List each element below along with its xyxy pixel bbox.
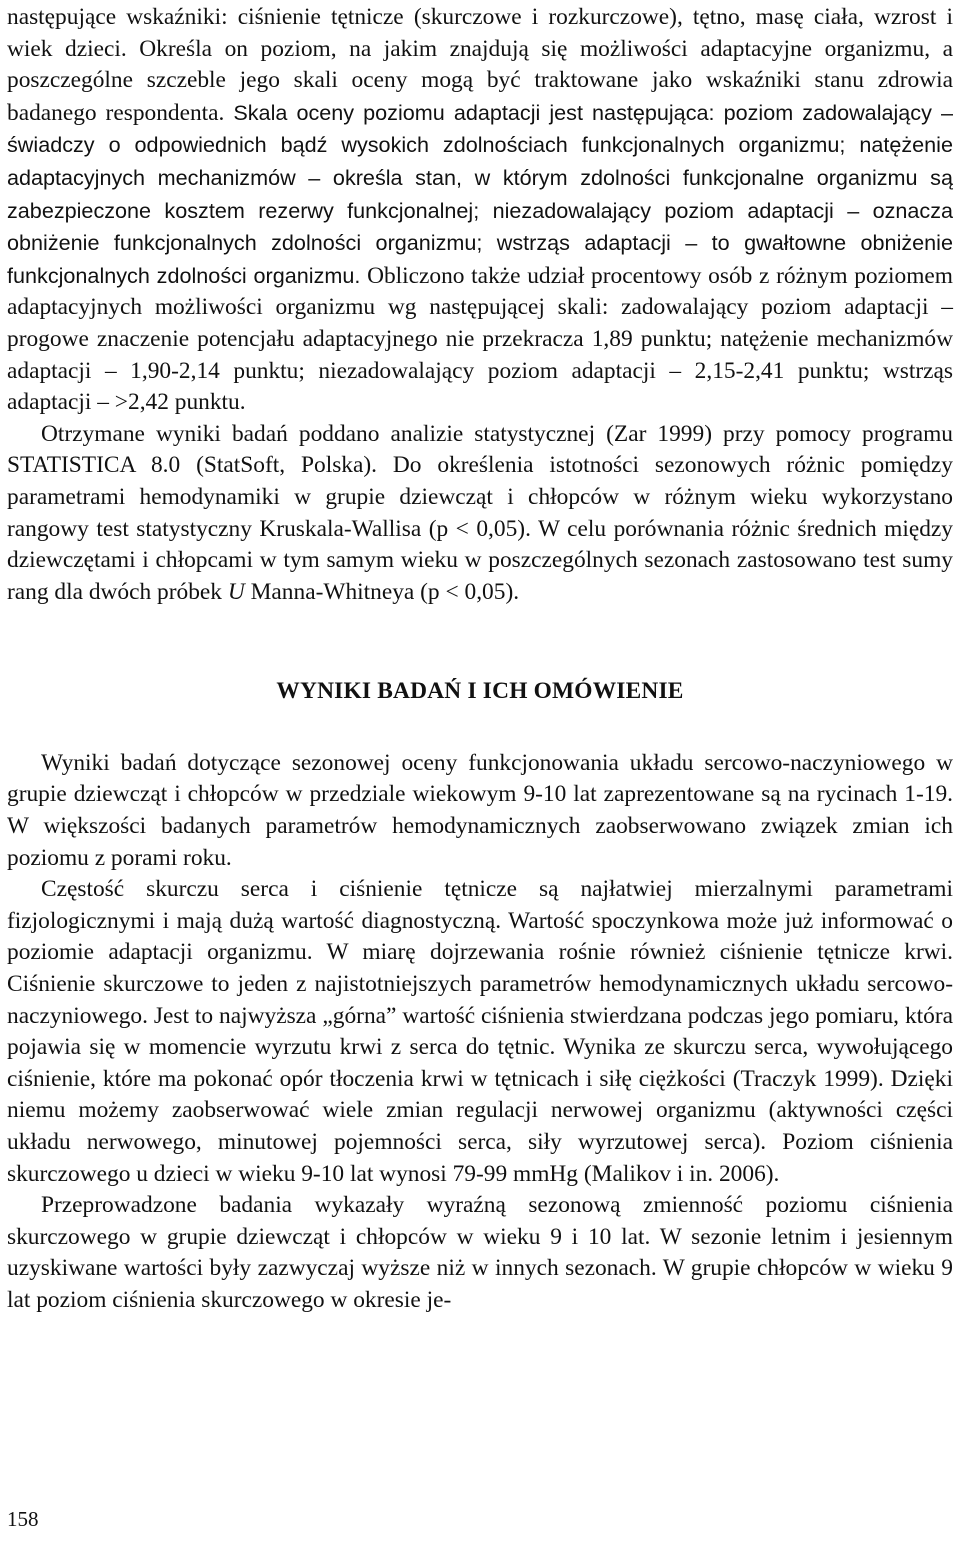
paragraph-statistics	[7, 419, 953, 609]
paragraph-2-part-a: Otrzymane wyniki badań poddano analizie statystycznej (Zar 1999) przy pomocy programu STATISTICA 8.0 (StatSoft, Polska). Do określenia istotności sezonowych różnic pomiędzy parametrami hemodynamiki w grupie dziewcząt i chłopców w różnym wieku wykorzystano rangowy test statystyczny Kruskala-Wallisa (p < 0,05). W celu porównania różnic średnich między dziewczętami i chłopcami w tym samym wieku w poszczególnych sezonach zastosowano test sumy rang dla dwóch próbek	[7, 420, 953, 605]
paragraph-1-part-c: Obliczono także udział procentowy osób z różnym poziomem adaptacyjnych możliwości organizmu wg następującej skali: zadowalający poziom adaptacji – progowe znaczenie potencjału adaptacyjnego nie przekracza 1,89 punktu; natężenie mechanizmów adaptacji – 1,90-2,14 punktu; niezadowalający poziom adaptacji – 2,15-2,41 punktu; wstrząs adaptacji – >2,42 punktu.	[7, 262, 953, 416]
page-number: 158	[7, 1507, 39, 1531]
paragraph-1-part-b: Skala oceny poziomu adaptacji jest następująca: poziom zadowalający – świadczy o odpowiednich bądź wysokich zdolnościach funkcjonalnych organizmu; natężenie adaptacyjnych mechanizmów – określa stan, w którym zdolności funkcjonalne organizmu są zabezpieczone kosztem rezerwy funkcjonalnej; niezadowalający poziom adaptacji – oznacza obniżenie funkcjonalnych zdolności organizmu; wstrząs adaptacji – to gwałtowne obniżenie funkcjonalnych zdolności organizmu.	[7, 99, 953, 288]
paragraph-seasonal-variation: Przeprowadzone badania wykazały wyraźną sezonową zmienność poziomu ciśnienia skurczowego w grupie dziewcząt i chłopców w wieku 9 i 10 lat. W sezonie letnim i jesiennym uzyskiwane wartości były zazwyczaj wyższe niż w innych sezonach. W grupie chłopców w wieku 9 lat poziom ciśnienia skurczowego w okresie je-	[7, 1192, 953, 1313]
paragraph-2-u-symbol: U	[227, 578, 245, 605]
page-body	[7, 2, 953, 1317]
paragraph-results-intro: Wyniki badań dotyczące sezonowej oceny funkcjonowania układu sercowo-naczyniowego w grupie dziewcząt i chłopców w przedziale wiekowym 9-10 lat zaprezentowane są na rycinach 1-19. W większości badanych parametrów hemodynamicznych zaobserwowano związek zmian ich poziomu z porami roku.	[7, 749, 953, 871]
paragraph-methods-scale	[7, 2, 953, 419]
paragraph-heart-rate: Częstość skurczu serca i ciśnienie tętnicze są najłatwiej mierzalnymi parametrami fizjologicznymi i mają dużą wartość diagnostyczną. Wartość spoczynkowa może już informować o poziomie adaptacji organizmu. W miarę dojrzewania rośnie również ciśnienie tętnicze krwi. Ciśnienie skurczowe to jeden z najistotniejszych parametrów hemodynamicznych układu sercowo-naczyniowego. Jest to najwyższa „górna” wartość ciśnienia stwierdzana podczas jego pomiaru, która pojawia się w momencie wyrzutu krwi z serca do tętnic. Wynika ze skurczu serca, wywołującego ciśnienie, które ma pokonać opór tłoczenia krwi w tętnicach i siłę ciężkości (Traczyk 1999). Dzięki niemu możemy zaobserwować wiele zmian regulacji nerwowej organizmu (aktywności części układu nerwowego, minutowej pojemności serca, siły wyrzutowej serca). Poziom ciśnienia skurczowego u dzieci w wieku 9-10 lat wynosi 79-99 mmHg (Malikov i in. 2006).	[7, 876, 953, 1187]
section-heading: WYNIKI BADAŃ I ICH OMÓWIENIE	[276, 678, 684, 705]
paragraph-2-part-b: Manna-Whitneya (p < 0,05).	[250, 578, 520, 605]
paragraph-1-part-a: następujące wskaźniki: ciśnienie tętnicze (skurczowe i rozkurczowe), tętno, masę ciała, wzrost i wiek dzieci. Określa on poziom, na jakim znajdują się możliwości adaptacyjne organizmu, a poszczególne szczeble jego skali oceny mogą być traktowane jako wskaźniki stanu zdrowia badanego respondenta.	[7, 4, 953, 126]
